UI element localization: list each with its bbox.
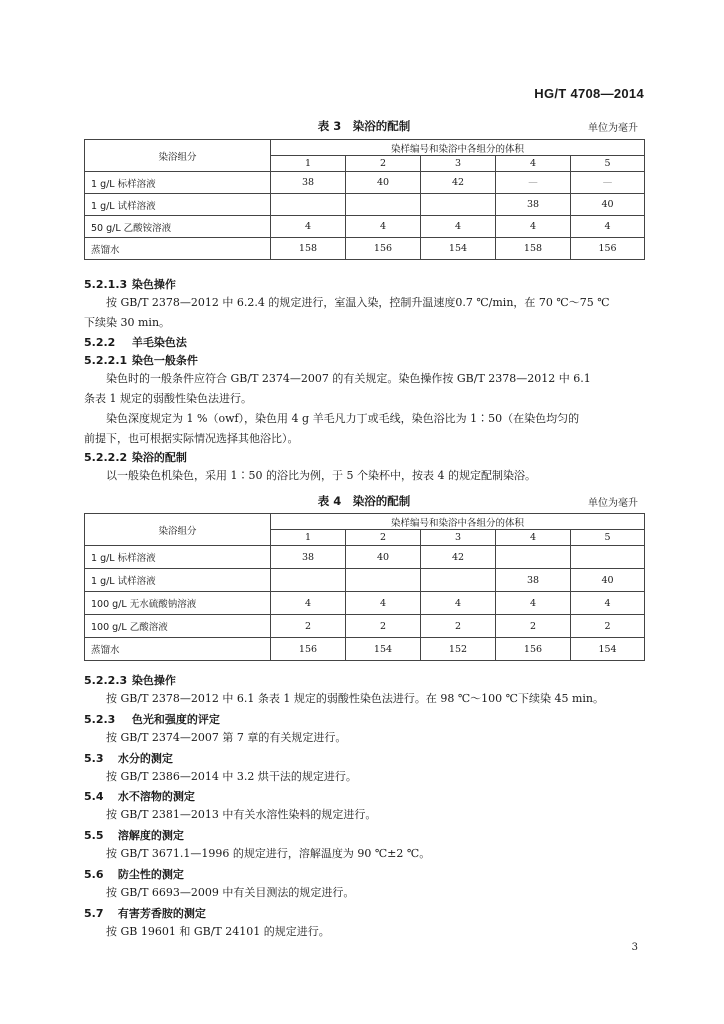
table3-cell: 40	[571, 194, 645, 216]
paragraph: 以一般染色机染色，采用 1∶50 的浴比为例，于 5 个染杯中，按表 4 的规定配制染浴。	[106, 469, 536, 482]
table3-cell: 38	[496, 194, 571, 216]
table4-cell: 2	[271, 615, 346, 638]
table4-cell	[271, 569, 346, 592]
table3-cell: 158	[496, 238, 571, 260]
paragraph: 按 GB/T 2378—2012 中 6.2.4 的规定进行，室温入染，控制升温速度0.7 ℃/min，在 70 ℃～75 ℃	[106, 296, 610, 309]
table-row	[85, 238, 645, 260]
table3-col-header: 2	[346, 156, 421, 172]
table4-cell: 2	[496, 615, 571, 638]
paragraph: 按 GB/T 2381—2013 中有关水溶性染料的规定进行。	[106, 808, 377, 821]
section-heading	[84, 866, 184, 882]
paragraph: 前提下，也可根据实际情况选择其他浴比）。	[84, 432, 299, 445]
table3-cell: 4	[496, 216, 571, 238]
section-heading	[84, 352, 198, 368]
table3-row-label: 蒸馏水	[85, 238, 271, 260]
table4-cell: 152	[421, 638, 496, 661]
table3-cell: 38	[271, 172, 346, 194]
table4-caption	[84, 493, 644, 511]
table3-cell: 156	[571, 238, 645, 260]
section-number: 5.2.2.2	[84, 451, 128, 464]
paragraph: 条表 1 规定的弱酸性染色法进行。	[84, 392, 252, 405]
table4-row-label: 蒸馏水	[85, 638, 271, 661]
table4-row-header: 染浴组分	[85, 514, 271, 546]
table3-cell: —	[496, 172, 571, 194]
section-number: 5.2.3	[84, 713, 116, 726]
section-heading	[84, 449, 187, 465]
paragraph: 按 GB/T 3671.1—1996 的规定进行，溶解温度为 90 ℃±2 ℃。	[106, 847, 431, 860]
table4-row-label: 1 g/L 试样溶液	[85, 569, 271, 592]
table3-cell: —	[571, 172, 645, 194]
section-number: 5.7	[84, 907, 104, 920]
table3-cell: 4	[571, 216, 645, 238]
paragraph: 染色深度规定为 1 %（owf），染色用 4 g 羊毛凡力丁或毛线，染色浴比为 1∶50（在染色均匀的	[106, 412, 580, 425]
table4-row-label: 100 g/L 无水硫酸钠溶液	[85, 592, 271, 615]
table4-row-label: 1 g/L 标样溶液	[85, 546, 271, 569]
table3-caption	[84, 118, 644, 136]
paragraph: 按 GB 19601 和 GB/T 24101 的规定进行。	[106, 925, 330, 938]
section-number: 5.2.1.3	[84, 278, 128, 291]
table4-cell: 156	[496, 638, 571, 661]
table4-col-header: 3	[421, 530, 496, 546]
table4-cell: 40	[346, 546, 421, 569]
table-row	[85, 615, 645, 638]
table3-row-label: 1 g/L 标样溶液	[85, 172, 271, 194]
table3-col-header: 1	[271, 156, 346, 172]
paragraph: 按 GB/T 2374—2007 第 7 章的有关规定进行。	[106, 731, 347, 744]
section-title: 染浴的配制	[131, 451, 187, 464]
table4-col-header: 5	[571, 530, 645, 546]
section-heading	[84, 905, 206, 921]
table4-col-header: 2	[346, 530, 421, 546]
table3-row-label: 50 g/L 乙酸铵溶液	[85, 216, 271, 238]
table3-cell	[346, 194, 421, 216]
section-title: 有害芳香胺的测定	[117, 907, 206, 920]
page-number: 3	[631, 942, 638, 953]
section-title: 溶解度的测定	[117, 829, 184, 842]
paragraph: 下续染 30 min。	[84, 316, 171, 329]
table3-cell	[271, 194, 346, 216]
table3-cell: 154	[421, 238, 496, 260]
table3-row-header: 染浴组分	[85, 140, 271, 172]
table3-col-header: 3	[421, 156, 496, 172]
table4-cell: 156	[271, 638, 346, 661]
section-number: 5.5	[84, 829, 104, 842]
section-number: 5.6	[84, 868, 104, 881]
section-title: 色光和强度的评定	[131, 713, 220, 726]
table4-cell: 4	[496, 592, 571, 615]
table4-cell: 40	[571, 569, 645, 592]
table-row	[85, 546, 645, 569]
table4-cell	[346, 569, 421, 592]
table4-cell	[421, 569, 496, 592]
table4-col-header: 4	[496, 530, 571, 546]
table4	[84, 513, 645, 661]
table-row	[85, 194, 645, 216]
section-heading	[84, 788, 195, 804]
paragraph: 按 GB/T 2378—2012 中 6.1 条表 1 规定的弱酸性染色法进行。在 98 ℃～100 ℃下续染 45 min。	[106, 692, 604, 705]
table4-col-header: 1	[271, 530, 346, 546]
section-heading	[84, 334, 187, 350]
table3	[84, 139, 645, 260]
table4-cell: 2	[421, 615, 496, 638]
table3-title: 表 3 染浴的配制	[317, 119, 411, 133]
section-title: 水分的测定	[117, 752, 173, 765]
table3-row-label: 1 g/L 试样溶液	[85, 194, 271, 216]
table3-cell: 4	[271, 216, 346, 238]
table4-cell: 4	[421, 592, 496, 615]
table3-cell: 158	[271, 238, 346, 260]
paragraph: 按 GB/T 2386—2014 中 3.2 烘干法的规定进行。	[106, 770, 357, 783]
section-number: 5.2.2.3	[84, 674, 128, 687]
section-heading	[84, 750, 173, 766]
table3-cell: 42	[421, 172, 496, 194]
section-title: 羊毛染色法	[131, 336, 187, 349]
table4-cell: 154	[346, 638, 421, 661]
section-heading	[84, 711, 220, 727]
section-number: 5.4	[84, 790, 104, 803]
table4-cell: 42	[421, 546, 496, 569]
table4-unit: 单位为毫升	[588, 498, 638, 509]
table4-cell: 4	[271, 592, 346, 615]
table3-cell: 40	[346, 172, 421, 194]
section-number: 5.2.2	[84, 336, 116, 349]
section-number: 5.2.2.1	[84, 354, 128, 367]
section-heading	[84, 276, 176, 292]
table4-cell: 38	[271, 546, 346, 569]
table3-cell: 4	[346, 216, 421, 238]
table4-cell: 2	[346, 615, 421, 638]
table4-group-header: 染样编号和染浴中各组分的体积	[271, 514, 645, 530]
table4-cell	[571, 546, 645, 569]
section-title: 染色一般条件	[131, 354, 198, 367]
table4-cell: 154	[571, 638, 645, 661]
table-row	[85, 172, 645, 194]
table4-cell	[496, 546, 571, 569]
section-title: 染色操作	[131, 278, 176, 291]
table-row	[85, 592, 645, 615]
table4-cell: 4	[571, 592, 645, 615]
table4-row-label: 100 g/L 乙酸溶液	[85, 615, 271, 638]
table3-cell	[421, 194, 496, 216]
table4-cell: 2	[571, 615, 645, 638]
section-title: 染色操作	[131, 674, 176, 687]
table3-unit: 单位为毫升	[588, 123, 638, 134]
section-title: 防尘性的测定	[117, 868, 184, 881]
paragraph: 染色时的一般条件应符合 GB/T 2374—2007 的有关规定。染色操作按 GB/T 2378—2012 中 6.1	[106, 372, 591, 385]
table3-col-header: 5	[571, 156, 645, 172]
table4-cell: 38	[496, 569, 571, 592]
table-row	[85, 638, 645, 661]
standard-code: HG/T 4708—2014	[534, 86, 644, 101]
table3-col-header: 4	[496, 156, 571, 172]
table4-title: 表 4 染浴的配制	[317, 494, 411, 508]
table-row	[85, 569, 645, 592]
section-number: 5.3	[84, 752, 104, 765]
table-row	[85, 216, 645, 238]
section-heading	[84, 672, 176, 688]
table4-cell: 4	[346, 592, 421, 615]
section-title: 水不溶物的测定	[117, 790, 195, 803]
table3-cell: 156	[346, 238, 421, 260]
table3-cell: 4	[421, 216, 496, 238]
section-heading	[84, 827, 184, 843]
table3-group-header: 染样编号和染浴中各组分的体积	[271, 140, 645, 156]
paragraph: 按 GB/T 6693—2009 中有关目测法的规定进行。	[106, 886, 355, 899]
